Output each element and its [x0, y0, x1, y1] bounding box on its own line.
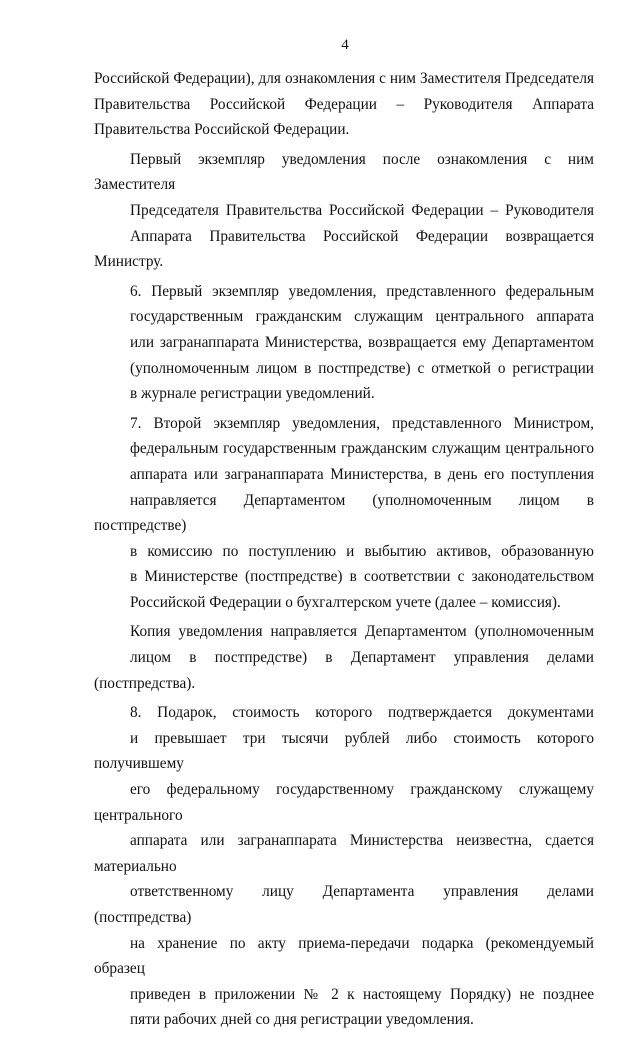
- page-number: 4: [341, 37, 349, 53]
- text-line: ответственному лицу Департамента управления делами (постпредства): [94, 883, 594, 926]
- text-line: Российской Федерации), для ознакомления с ним Заместителя Председателя: [94, 70, 594, 87]
- text-line: направляется Департаментом (уполномоченным лицом в постпредстве): [94, 491, 594, 535]
- text-line: его федеральному государственному гражданскому служащему центрального: [94, 781, 594, 824]
- text-line: 6. Первый экземпляр уведомления, представленного федеральным: [130, 282, 594, 300]
- text-line: пяти рабочих дней со дня регистрации уведомления.: [130, 1011, 474, 1029]
- paragraph-copy-notice: [94, 619, 594, 696]
- text-line: аппарата или загранаппарата Министерства, в день его поступления: [130, 465, 594, 483]
- text-line: 8. Подарок, стоимость которого подтверждается документами: [130, 704, 594, 722]
- text-line: (уполномоченным лицом в постпредстве) с отметкой о регистрации: [130, 359, 594, 377]
- text-line: на хранение по акту приема-передачи подарка (рекомендуемый образец: [94, 934, 594, 978]
- text-line: приведен в приложении № 2 к настоящему Порядку) не позднее: [130, 985, 594, 1003]
- paragraph-item-7: [94, 411, 594, 616]
- text-line: Копия уведомления направляется Департаментом (уполномоченным: [130, 623, 594, 641]
- text-line: 7. Второй экземпляр уведомления, представленного Министром,: [130, 414, 594, 432]
- text-line: Председателя Правительства Российской Федерации – Руководителя: [130, 201, 594, 219]
- text-line: Правительства Российской Федерации.: [94, 121, 350, 139]
- text-line: государственным гражданским служащим центрального аппарата: [130, 308, 594, 326]
- paragraph-first-copy-return: [94, 147, 594, 275]
- text-line: Российской Федерации о бухгалтерском учете (далее – комиссия).: [130, 593, 561, 611]
- text-line: Правительства Российской Федерации – Руководителя Аппарата: [94, 95, 594, 113]
- text-line: или загранаппарата Министерства, возвращается ему Департаментом: [130, 333, 594, 351]
- paragraph-item-6: [94, 279, 594, 407]
- text-line: в Министерстве (постпредстве) в соответствии с законодательством: [130, 568, 594, 586]
- text-line: лицом в постпредстве) в Департамент управления делами (постпредства).: [94, 649, 594, 692]
- text-line: федеральным государственным гражданским служащим центрального: [130, 440, 594, 458]
- text-line: Первый экземпляр уведомления после ознакомления с ним Заместителя: [94, 150, 594, 194]
- document-body: [94, 66, 594, 1037]
- text-line: в журнале регистрации уведомлений.: [130, 385, 375, 403]
- text-line: аппарата или загранаппарата Министерства неизвестна, сдается материально: [94, 832, 594, 875]
- paragraph-item-8: [94, 700, 594, 1033]
- paragraph-continuation: [94, 66, 594, 143]
- text-line: в комиссию по поступлению и выбытию активов, образованную: [130, 542, 594, 560]
- text-line: Аппарата Правительства Российской Федерации возвращается Министру.: [94, 227, 594, 271]
- text-line: и превышает три тысячи рублей либо стоимость которого получившему: [94, 729, 594, 773]
